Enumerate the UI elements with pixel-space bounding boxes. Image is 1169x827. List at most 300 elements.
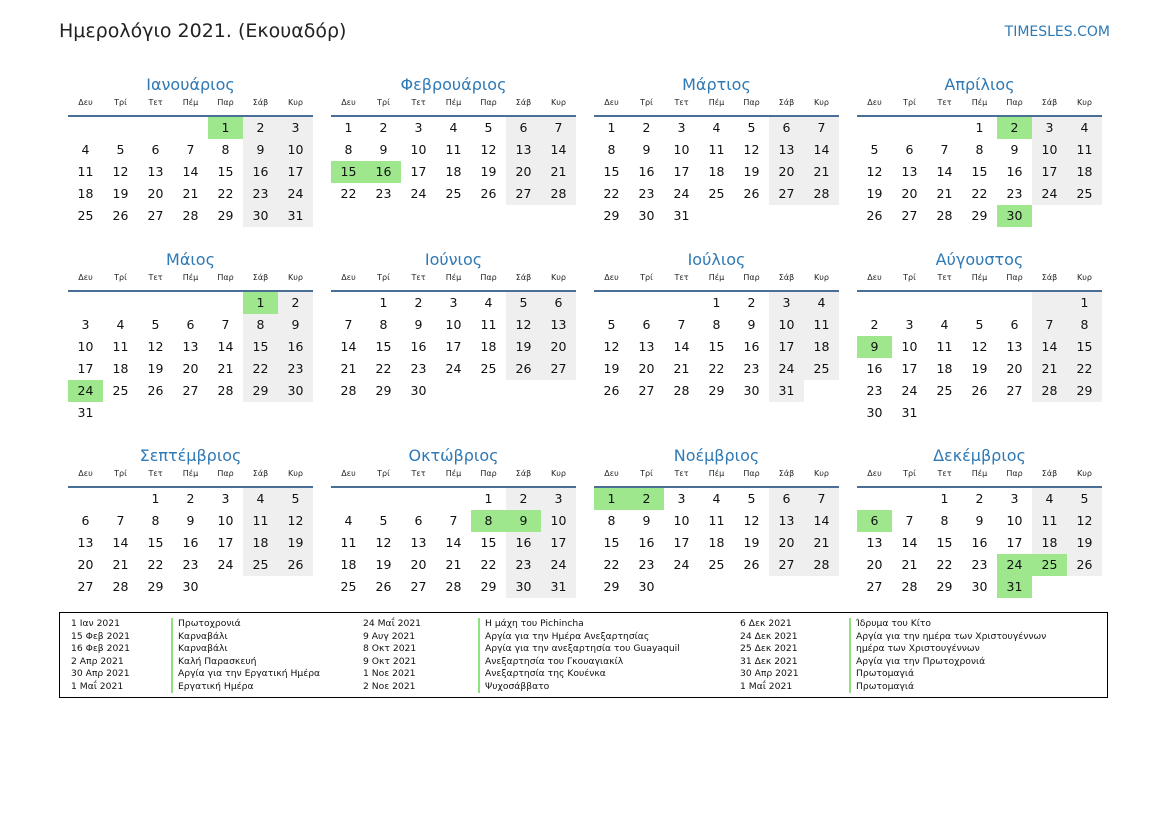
weekday-label: Δευ: [604, 98, 619, 107]
day-cell: 10: [1006, 513, 1023, 528]
empty-day: [769, 205, 804, 227]
month-name: Ιούνιος: [424, 250, 483, 269]
holiday-date: 31 Δεκ 2021: [740, 655, 798, 667]
day-cell: 14: [112, 535, 129, 550]
day-cell: 27: [147, 208, 164, 223]
day-cell: 20: [769, 161, 804, 183]
weekday-label: Τετ: [148, 469, 163, 478]
weekday-label: Κυρ: [288, 469, 303, 478]
weekday-label: Παρ: [217, 98, 234, 107]
empty-day: [436, 380, 471, 402]
empty-day: [857, 117, 892, 139]
day-cell: 31: [278, 205, 313, 227]
day-cell: 5: [484, 120, 493, 135]
day-cell: 6: [769, 488, 804, 510]
day-cell: 14: [673, 339, 690, 354]
day-cell: 15: [603, 535, 620, 550]
day-cell: 23: [1006, 186, 1023, 201]
day-cell: 16: [1006, 164, 1023, 179]
weekday-label: Δευ: [604, 273, 619, 282]
holiday-date: 1 Μαΐ 2021: [740, 680, 793, 692]
weekday-label: Δευ: [78, 98, 93, 107]
weekday-label: Τετ: [937, 273, 952, 282]
weekday-label: Τρί: [640, 273, 653, 282]
day-cell: 12: [603, 339, 620, 354]
day-cell: 26: [743, 557, 760, 572]
day-cell: 24: [278, 183, 313, 205]
day-cell: 25: [1067, 183, 1102, 205]
day-cell: 24: [445, 361, 462, 376]
day-cell: 19: [743, 164, 760, 179]
empty-day: [103, 292, 138, 314]
day-cell: 5: [278, 488, 313, 510]
day-cell: 4: [712, 491, 721, 506]
day-cell: 12: [112, 164, 129, 179]
month-name: Μάιος: [166, 250, 215, 269]
day-cell: 21: [901, 557, 918, 572]
day-cell: 5: [870, 142, 879, 157]
day-cell: 14: [901, 535, 918, 550]
day-cell: 17: [901, 361, 918, 376]
empty-day: [962, 402, 997, 424]
day-cell: 26: [112, 208, 129, 223]
day-cell: 29: [603, 579, 620, 594]
day-cell: 25: [804, 358, 839, 380]
empty-day: [243, 576, 278, 598]
empty-day: [173, 402, 208, 424]
weekday-label: Σάβ: [515, 273, 532, 282]
day-cell: 9: [642, 513, 651, 528]
weekday-label: Τρί: [903, 98, 916, 107]
day-cell: 25: [936, 383, 953, 398]
day-cell: 14: [804, 139, 839, 161]
month-block: [594, 445, 839, 598]
day-cell: 24: [997, 554, 1032, 576]
day-cell: 26: [1067, 554, 1102, 576]
day-cell: 26: [278, 554, 313, 576]
days-grid: [68, 488, 313, 598]
day-cell: 14: [804, 510, 839, 532]
day-cell: 13: [1006, 339, 1023, 354]
empty-day: [594, 292, 629, 314]
day-cell: 7: [804, 488, 839, 510]
holiday-date: 16 Φεβ 2021: [71, 643, 130, 654]
month-block: [68, 249, 313, 424]
day-cell: 4: [344, 513, 353, 528]
empty-day: [1032, 205, 1067, 227]
day-cell: 11: [243, 510, 278, 532]
day-cell: 22: [1067, 358, 1102, 380]
day-cell: 9: [186, 513, 195, 528]
weekday-header: [594, 469, 839, 488]
day-cell: 1: [243, 292, 278, 314]
empty-day: [664, 576, 699, 598]
month-block: [331, 249, 576, 402]
day-cell: 5: [607, 317, 616, 332]
day-cell: 1: [975, 120, 984, 135]
day-cell: 9: [857, 336, 892, 358]
weekday-label: Τετ: [937, 469, 952, 478]
weekday-label: Παρ: [743, 98, 760, 107]
day-cell: 1: [940, 491, 949, 506]
holiday-name: Καρναβάλι: [171, 643, 228, 656]
day-cell: 18: [804, 336, 839, 358]
day-cell: 7: [804, 117, 839, 139]
day-cell: 30: [506, 576, 541, 598]
holiday-name: Ίδρυμα του Κίτο: [849, 618, 931, 631]
day-cell: 28: [541, 183, 576, 205]
day-cell: 13: [541, 314, 576, 336]
weekday-label: Πέμ: [971, 98, 988, 107]
empty-day: [927, 292, 962, 314]
day-cell: 3: [1032, 117, 1067, 139]
weekday-label: Τρί: [640, 469, 653, 478]
day-cell: 30: [638, 208, 655, 223]
day-cell: 3: [414, 120, 423, 135]
day-cell: 1: [151, 491, 160, 506]
day-cell: 24: [410, 186, 427, 201]
empty-day: [1032, 292, 1067, 314]
day-cell: 18: [243, 532, 278, 554]
day-cell: 6: [769, 117, 804, 139]
day-cell: 15: [1067, 336, 1102, 358]
holiday-date: 9 Αυγ 2021: [363, 630, 416, 642]
day-cell: 28: [445, 579, 462, 594]
holiday-date: 1 Νοε 2021: [363, 668, 416, 679]
weekday-label: Τρί: [903, 273, 916, 282]
day-cell: 15: [603, 164, 620, 179]
day-cell: 8: [607, 142, 616, 157]
day-cell: 11: [708, 142, 725, 157]
day-cell: 9: [1010, 142, 1019, 157]
holiday-date: 30 Απρ 2021: [71, 668, 130, 679]
day-cell: 1: [208, 117, 243, 139]
weekday-label: Δευ: [341, 98, 356, 107]
holiday-list: [59, 612, 1108, 698]
weekday-label: Τετ: [148, 273, 163, 282]
day-cell: 17: [673, 535, 690, 550]
day-cell: 24: [769, 358, 804, 380]
empty-day: [804, 205, 839, 227]
weekday-header: [68, 98, 313, 117]
day-cell: 8: [379, 317, 388, 332]
day-cell: 21: [936, 186, 953, 201]
month-name: Μάρτιος: [682, 75, 751, 94]
day-cell: 14: [217, 339, 234, 354]
day-cell: 26: [147, 383, 164, 398]
day-cell: 13: [769, 139, 804, 161]
weekday-label: Κυρ: [814, 469, 829, 478]
day-cell: 27: [77, 579, 94, 594]
day-cell: 15: [480, 535, 497, 550]
weekday-label: Παρ: [480, 273, 497, 282]
day-cell: 12: [866, 164, 883, 179]
day-cell: 19: [480, 164, 497, 179]
day-cell: 1: [607, 120, 616, 135]
day-cell: 3: [1010, 491, 1019, 506]
holiday-name: Αργία για την ημέρα των Χριστουγέννων: [849, 631, 1046, 644]
day-cell: 2: [186, 491, 195, 506]
day-cell: 7: [344, 317, 353, 332]
weekday-label: Παρ: [743, 273, 760, 282]
empty-day: [103, 488, 138, 510]
day-cell: 17: [278, 161, 313, 183]
empty-day: [769, 576, 804, 598]
day-cell: 3: [221, 491, 230, 506]
day-cell: 10: [77, 339, 94, 354]
day-cell: 3: [677, 120, 686, 135]
day-cell: 11: [445, 142, 462, 157]
day-cell: 18: [1067, 161, 1102, 183]
day-cell: 9: [747, 317, 756, 332]
day-cell: 13: [638, 339, 655, 354]
day-cell: 2: [747, 295, 756, 310]
day-cell: 28: [936, 208, 953, 223]
day-cell: 31: [541, 576, 576, 598]
day-cell: 20: [410, 557, 427, 572]
day-cell: 9: [642, 142, 651, 157]
day-cell: 25: [708, 557, 725, 572]
holiday-name: Πρωτοχρονιά: [171, 618, 241, 631]
day-cell: 12: [506, 314, 541, 336]
day-cell: 22: [217, 186, 234, 201]
weekday-label: Παρ: [743, 469, 760, 478]
weekday-label: Τρί: [377, 469, 390, 478]
day-cell: 7: [541, 117, 576, 139]
empty-day: [506, 380, 541, 402]
weekday-label: Τρί: [377, 98, 390, 107]
day-cell: 27: [506, 183, 541, 205]
day-cell: 19: [506, 336, 541, 358]
day-cell: 29: [936, 579, 953, 594]
holiday-date: 25 Δεκ 2021: [740, 643, 798, 654]
weekday-header: [594, 98, 839, 117]
day-cell: 16: [971, 535, 988, 550]
day-cell: 6: [151, 142, 160, 157]
day-cell: 27: [182, 383, 199, 398]
empty-day: [331, 488, 366, 510]
empty-day: [1032, 402, 1067, 424]
day-cell: 6: [506, 117, 541, 139]
day-cell: 1: [484, 491, 493, 506]
day-cell: 4: [81, 142, 90, 157]
day-cell: 24: [673, 557, 690, 572]
empty-day: [804, 380, 839, 402]
day-cell: 28: [217, 383, 234, 398]
empty-day: [1032, 576, 1067, 598]
day-cell: 4: [712, 120, 721, 135]
day-cell: 20: [638, 361, 655, 376]
day-cell: 10: [1032, 139, 1067, 161]
day-cell: 20: [506, 161, 541, 183]
day-cell: 20: [901, 186, 918, 201]
empty-day: [138, 292, 173, 314]
day-cell: 10: [410, 142, 427, 157]
day-cell: 30: [866, 405, 883, 420]
day-cell: 26: [375, 579, 392, 594]
weekday-header: [331, 98, 576, 117]
day-cell: 6: [541, 292, 576, 314]
day-cell: 22: [936, 557, 953, 572]
empty-day: [892, 117, 927, 139]
holiday-name: Πρωτομαγιά: [849, 681, 914, 694]
day-cell: 6: [81, 513, 90, 528]
day-cell: 23: [410, 361, 427, 376]
day-cell: 18: [112, 361, 129, 376]
empty-day: [857, 488, 892, 510]
day-cell: 21: [673, 361, 690, 376]
day-cell: 5: [747, 491, 756, 506]
day-cell: 7: [677, 317, 686, 332]
day-cell: 16: [743, 339, 760, 354]
day-cell: 8: [221, 142, 230, 157]
empty-day: [436, 488, 471, 510]
empty-day: [208, 292, 243, 314]
day-cell: 28: [804, 554, 839, 576]
day-cell: 15: [243, 336, 278, 358]
day-cell: 20: [769, 532, 804, 554]
day-cell: 30: [997, 205, 1032, 227]
day-cell: 4: [940, 317, 949, 332]
day-cell: 29: [217, 208, 234, 223]
day-cell: 29: [971, 208, 988, 223]
weekday-label: Δευ: [867, 98, 882, 107]
day-cell: 9: [414, 317, 423, 332]
empty-day: [927, 117, 962, 139]
empty-day: [173, 117, 208, 139]
site-link[interactable]: TIMESLES.COM: [1004, 24, 1110, 40]
days-grid: [68, 292, 313, 424]
day-cell: 2: [997, 117, 1032, 139]
empty-day: [962, 292, 997, 314]
day-cell: 21: [217, 361, 234, 376]
day-cell: 20: [1006, 361, 1023, 376]
day-cell: 28: [340, 383, 357, 398]
day-cell: 8: [344, 142, 353, 157]
days-grid: [331, 117, 576, 205]
day-cell: 4: [804, 292, 839, 314]
empty-day: [892, 292, 927, 314]
holiday-date: 1 Μαΐ 2021: [71, 680, 124, 692]
empty-day: [1067, 205, 1102, 227]
day-cell: 19: [743, 535, 760, 550]
holiday-name: Αργία για την Πρωτοχρονιά: [849, 656, 985, 669]
day-cell: 4: [1032, 488, 1067, 510]
weekday-label: Κυρ: [551, 273, 566, 282]
holiday-name: Ψυχοσάββατο: [478, 681, 549, 694]
day-cell: 17: [77, 361, 94, 376]
day-cell: 31: [769, 380, 804, 402]
weekday-label: Τετ: [148, 98, 163, 107]
day-cell: 30: [278, 380, 313, 402]
weekday-label: Σάβ: [778, 98, 795, 107]
day-cell: 2: [379, 120, 388, 135]
day-cell: 22: [603, 186, 620, 201]
day-cell: 25: [708, 186, 725, 201]
day-cell: 2: [629, 488, 664, 510]
day-cell: 7: [1032, 314, 1067, 336]
holiday-date: 2 Απρ 2021: [71, 655, 124, 667]
holiday-date: 24 Δεκ 2021: [740, 630, 798, 642]
empty-day: [1067, 402, 1102, 424]
day-cell: 24: [68, 380, 103, 402]
day-cell: 5: [151, 317, 160, 332]
day-cell: 7: [116, 513, 125, 528]
day-cell: 2: [642, 120, 651, 135]
day-cell: 13: [77, 535, 94, 550]
empty-day: [208, 576, 243, 598]
days-grid: [594, 488, 839, 598]
day-cell: 14: [541, 139, 576, 161]
weekday-label: Παρ: [480, 469, 497, 478]
weekday-label: Παρ: [1006, 273, 1023, 282]
day-cell: 8: [712, 317, 721, 332]
day-cell: 9: [379, 142, 388, 157]
weekday-label: Κυρ: [1077, 273, 1092, 282]
day-cell: 7: [186, 142, 195, 157]
weekday-label: Τρί: [377, 273, 390, 282]
holiday-date: 1 Ιαν 2021: [71, 618, 120, 629]
day-cell: 19: [278, 532, 313, 554]
day-cell: 21: [112, 557, 129, 572]
day-cell: 3: [541, 488, 576, 510]
day-cell: 26: [866, 208, 883, 223]
holiday-name: ημέρα των Χριστουγέννων: [849, 643, 980, 656]
weekday-label: Πέμ: [971, 273, 988, 282]
holiday-name: Αργία για την Εργατική Ημέρα: [171, 668, 320, 681]
day-cell: 5: [747, 120, 756, 135]
empty-day: [278, 576, 313, 598]
weekday-header: [594, 273, 839, 292]
month-name: Ιανουάριος: [146, 75, 235, 94]
day-cell: 31: [77, 405, 94, 420]
day-cell: 19: [1067, 532, 1102, 554]
weekday-label: Κυρ: [1077, 98, 1092, 107]
day-cell: 3: [278, 117, 313, 139]
weekday-label: Δευ: [867, 469, 882, 478]
day-cell: 14: [340, 339, 357, 354]
day-cell: 8: [471, 510, 506, 532]
weekday-header: [331, 273, 576, 292]
month-block: [68, 74, 313, 227]
weekday-label: Τετ: [674, 469, 689, 478]
day-cell: 28: [804, 183, 839, 205]
weekday-label: Πέμ: [971, 469, 988, 478]
day-cell: 2: [414, 295, 423, 310]
day-cell: 6: [186, 317, 195, 332]
month-name: Αύγουστος: [935, 250, 1024, 269]
day-cell: 15: [331, 161, 366, 183]
weekday-label: Κυρ: [551, 469, 566, 478]
day-cell: 4: [484, 295, 493, 310]
day-cell: 9: [975, 513, 984, 528]
days-grid: [594, 292, 839, 402]
day-cell: 21: [804, 532, 839, 554]
weekday-label: Παρ: [480, 98, 497, 107]
day-cell: 22: [480, 557, 497, 572]
weekday-label: Πέμ: [708, 98, 725, 107]
day-cell: 28: [673, 383, 690, 398]
holiday-name: Η μάχη του Pichincha: [478, 618, 584, 631]
day-cell: 12: [480, 142, 497, 157]
day-cell: 15: [375, 339, 392, 354]
day-cell: 26: [743, 186, 760, 201]
day-cell: 17: [410, 164, 427, 179]
weekday-label: Πέμ: [445, 469, 462, 478]
page-title: Ημερολόγιο 2021. (Εκουαδόρ): [59, 20, 347, 42]
day-cell: 15: [971, 164, 988, 179]
day-cell: 15: [217, 164, 234, 179]
